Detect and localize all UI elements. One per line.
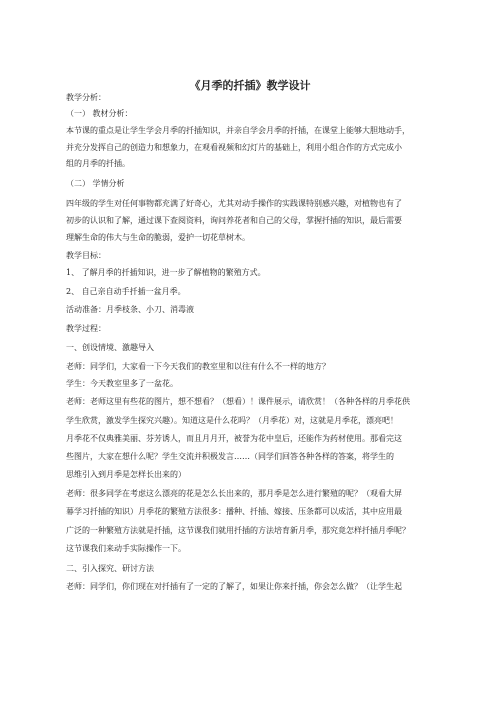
text-line: 这节课我们来动手实际操作一下。 [66,544,186,553]
text-line: 本节课的重点是让学生学会月季的扦插知识，并亲自学会月季的扦插，在课堂上能够大胆地动手， [66,126,410,135]
text-line: 二、引入探究、研讨方法 [66,564,154,573]
text-line: 老师：同学们，大家看一下今天我们的教室里和以往有什么不一样的地方？ [66,362,330,371]
text-line: （一） 教材分析： [66,109,133,118]
text-line: 广泛的一种繁殖方法就是扦插，这节课我们就用扦插的方法培育新月季，那究竟怎样扦插月季呢？ [66,526,410,535]
text-line: 四年级的学生对任何事物都充满了好奇心，尤其对动手操作的实践课特别感兴趣，对植物也有了 [66,199,402,208]
text-line: 月季花不仅典雅美丽、芬芳诱人，而且月月开，被誉为花中皇后，还能作为药材使用。那看完这 [66,434,402,443]
text-line: 初步的认识和了解，通过课下查阅资料，询问养花者和自己的父母，掌握扦插的知识，最后需要 [66,216,402,225]
text-line: 一、创设情境、激趣导入 [66,343,154,352]
text-line: 学生欣赏，激发学生探究兴趣）。知道这是什么花吗？（月季花）对，这就是月季花，漂亮吧！ [66,416,398,425]
text-line: 理解生命的伟大与生命的脆弱，爱护一切花草树木。 [66,233,250,242]
text-line: （二） 学情分析 [66,179,125,188]
text-line: 老师：老师这里有些花的图片，想不想看？（想看）！课件展示，请欣赏！（各种各样的月季花供 [66,397,410,406]
text-line: 老师：很多同学在考虑这么漂亮的花是怎么长出来的，那月季是怎么进行繁殖的呢？（观看大屏 [66,489,402,498]
text-line: 幕学习扦插的知识）月季花的繁殖方法很多：播种、扦插、嫁接、压条都可以成活，其中应用最 [66,507,402,516]
text-line: 老师：同学们，你们现在对扦插有了一定的了解了，如果让你来扦插，你会怎么做？（让学生起 [66,582,402,591]
text-line: 并充分发挥自己的创造力和想象力，在观看视频和幻灯片的基础上，利用小组合作的方式完成小 [66,143,402,152]
text-line: 组的月季的扦插。 [66,159,130,168]
text-line: 教学分析： [66,93,106,102]
document-title: 《月季的扦插》教学设计 [189,79,311,92]
text-line: 1、 了解月季的扦插知识，进一步了解植物的繁殖方式。 [66,268,266,277]
text-line: 教学过程： [66,324,106,333]
text-line: 活动准备：月季枝条、小刀、消毒液 [66,305,194,314]
text-line: 学生：今天教室里多了一盆花。 [66,379,178,388]
text-line: 教学目标： [66,251,106,260]
text-line: 2、 自己亲自动手扦插一盆月季。 [66,287,186,296]
text-line: 思维引入到月季是怎样长出来的） [66,470,186,479]
text-line: 些图片，大家在想什么呢？学生交流并积极发言……（同学们回答各种各样的答案，将学生的 [66,452,394,461]
